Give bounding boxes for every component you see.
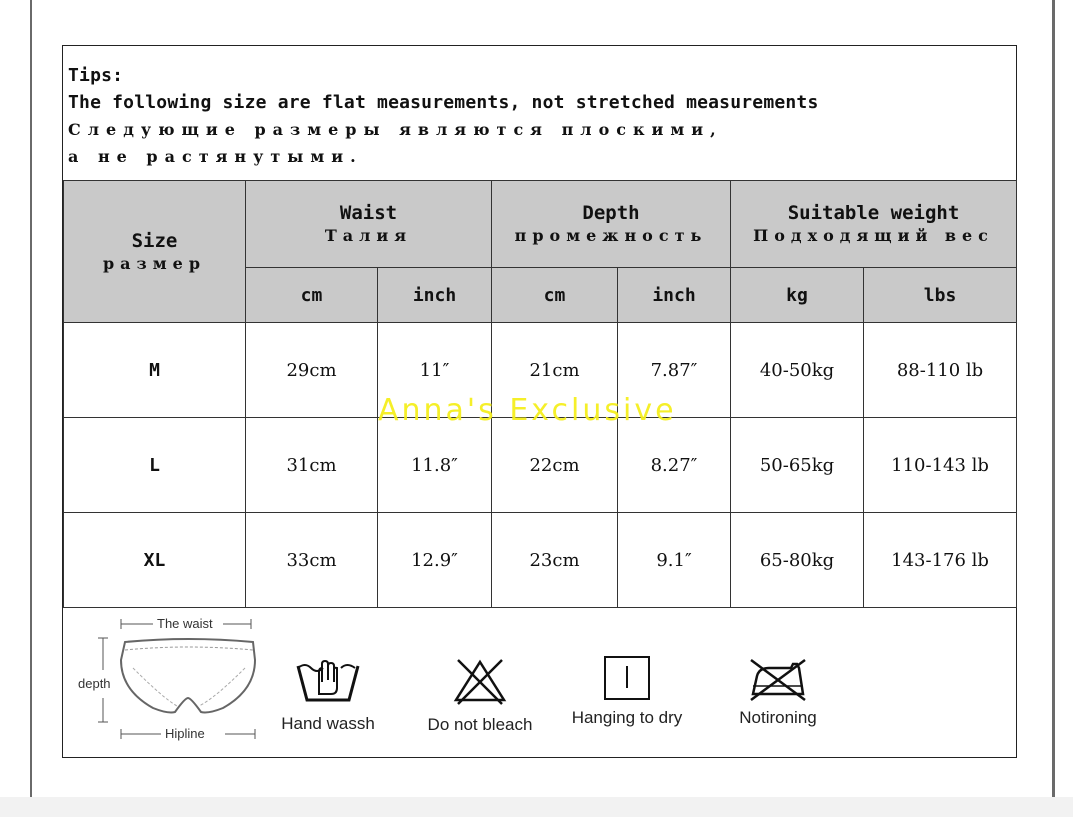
care-no-iron [723,656,833,728]
cell-depth-inch: 7.87″ [618,323,731,418]
garment-diagram [73,610,258,750]
cell-size: XL [64,513,246,608]
hang-dry-icon [602,654,652,702]
unit-depth-cm: cm [492,268,618,323]
cell-waist-cm: 29cm [246,323,378,418]
care-hang-dry-label: Hanging to dry [571,708,683,727]
size-chart-sheet [62,45,1017,758]
header-depth-ru: промежность [514,226,708,245]
cell-waist-cm: 31cm [246,418,378,513]
hand-wash-icon [293,654,363,706]
tips-line-ru-1: Следующие размеры являются плоскими, [68,120,723,139]
care-no-bleach [415,656,545,735]
cell-waist-inch: 11.8″ [378,418,492,513]
header-size [64,181,246,323]
header-waist-en: Waist [339,202,398,224]
unit-waist-inch: inch [378,268,492,323]
header-waist [246,181,492,268]
care-no-iron-label: Notironing [739,708,817,727]
tips-block [68,62,1008,170]
header-weight-ru: Подходящий вес [753,226,994,245]
cell-weight-lbs: 88-110 lb [864,323,1017,418]
header-depth-en: Depth [582,202,640,224]
cell-weight-kg: 50-65kg [731,418,864,513]
diagram-depth-label: depth [78,676,111,691]
unit-weight-lbs: lbs [864,268,1017,323]
header-waist-ru: Талия [324,226,413,245]
frame-left-border [30,0,32,797]
header-weight [731,181,1017,268]
unit-depth-inch: inch [618,268,731,323]
cell-waist-inch: 11″ [378,323,492,418]
cell-depth-inch: 9.1″ [618,513,731,608]
frame-bottom-area [0,797,1073,817]
cell-depth-cm: 22cm [492,418,618,513]
cell-weight-lbs: 143-176 lb [864,513,1017,608]
cell-size: M [64,323,246,418]
diagram-hipline-label: Hipline [165,726,205,741]
cell-weight-lbs: 110-143 lb [864,418,1017,513]
do-not-iron-icon [747,656,809,702]
tips-line-en: The following size are flat measurements, not stretched measurements [68,92,819,113]
cell-depth-cm: 21cm [492,323,618,418]
header-depth [492,181,731,268]
tips-title: Tips: [68,65,124,86]
cell-waist-cm: 33cm [246,513,378,608]
cell-waist-inch: 12.9″ [378,513,492,608]
header-size-ru: размер [102,253,207,273]
cell-depth-cm: 23cm [492,513,618,608]
table-row [64,513,1017,608]
care-hang-dry [562,654,692,728]
diagram-waist-label: The waist [157,616,213,631]
care-hand-wash [268,654,388,734]
frame-right-border [1052,0,1055,797]
header-size-en: Size [131,229,178,252]
header-weight-en: Suitable weight [787,202,960,224]
unit-waist-cm: cm [246,268,378,323]
table-row [64,418,1017,513]
do-not-bleach-icon [450,656,510,706]
cell-size: L [64,418,246,513]
care-hand-wash-label: Hand wassh [281,714,375,733]
care-section [63,606,1016,758]
cell-depth-inch: 8.27″ [618,418,731,513]
cell-weight-kg: 40-50kg [731,323,864,418]
unit-weight-kg: kg [731,268,864,323]
care-no-bleach-label: Do not bleach [427,715,533,734]
tips-line-ru-2: а не растянутыми. [68,147,363,166]
watermark-text: Anna's Exclusive [378,393,677,428]
cell-weight-kg: 65-80kg [731,513,864,608]
